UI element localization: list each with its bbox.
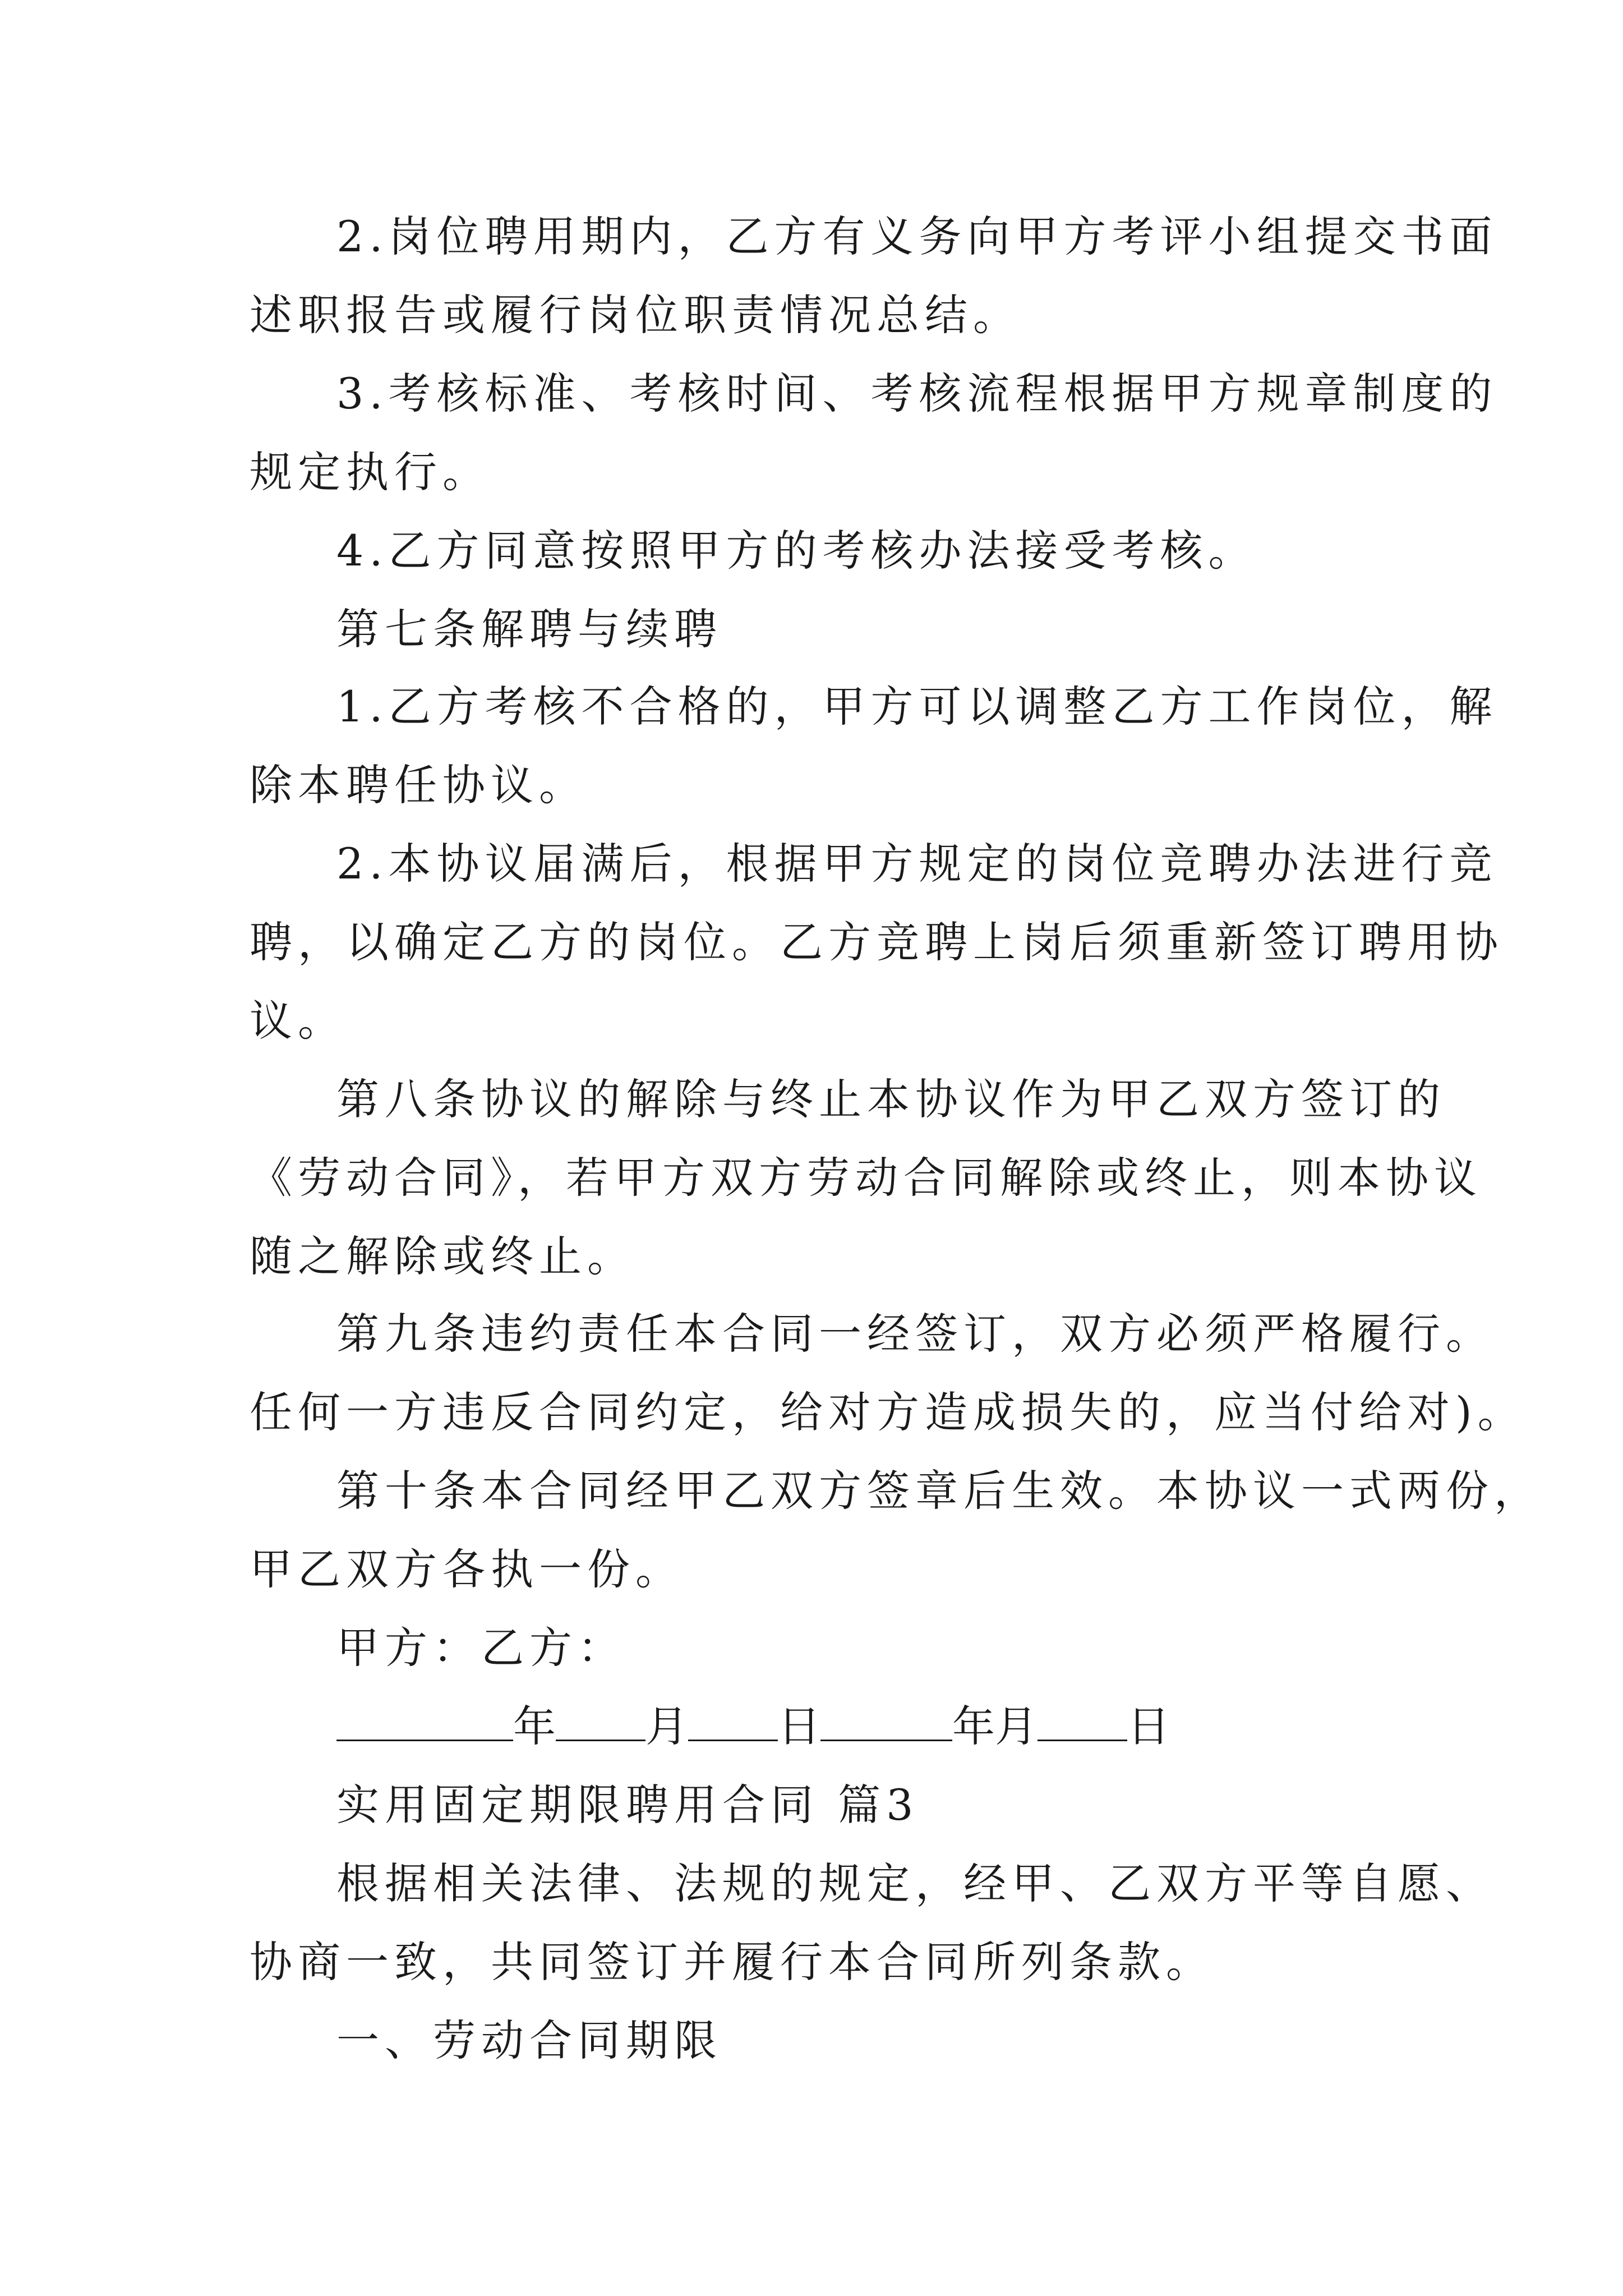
date-label: 月 xyxy=(645,1701,688,1751)
paragraph-line: 《劳动合同》，若甲方双方劳动合同解除或终止，则本协议 xyxy=(250,1153,1482,1203)
contract-title: 实用固定期限聘用合同 篇3 xyxy=(336,1780,919,1830)
paragraph-line: 1.乙方考核不合格的，甲方可以调整乙方工作岗位，解 xyxy=(336,682,1498,731)
date-blank xyxy=(1038,1700,1127,1741)
paragraph-line: 2.本协议届满后，根据甲方规定的岗位竞聘办法进行竞 xyxy=(336,839,1498,889)
paragraph-line: 聘，以确定乙方的岗位。乙方竞聘上岗后须重新签订聘用协 xyxy=(250,917,1504,967)
paragraph-line: 3.考核标准、考核时间、考核流程根据甲方规章制度的 xyxy=(336,369,1498,418)
date-blank xyxy=(336,1700,513,1741)
paragraph-line: 述职报告或履行岗位职责情况总结。 xyxy=(250,290,1021,340)
paragraph-line: 第十条本合同经甲乙双方签章后生效。本协议一式两份， xyxy=(336,1466,1542,1516)
paragraph-line: 4.乙方同意按照甲方的考核办法接受考核。 xyxy=(336,526,1257,576)
paragraph-line: 2.岗位聘用期内，乙方有义务向甲方考评小组提交书面 xyxy=(336,211,1498,261)
date-line xyxy=(336,1699,1170,1755)
section-heading: 第七条解聘与续聘 xyxy=(336,604,722,654)
date-label: 年月 xyxy=(952,1701,1038,1751)
paragraph-line: 根据相关法律、法规的规定，经甲、乙双方平等自愿、 xyxy=(336,1858,1494,1908)
paragraph-line: 议。 xyxy=(250,996,346,1046)
paragraph-line: 任何一方违反合同约定，给对方造成损失的，应当付给对)。 xyxy=(250,1387,1526,1437)
section-heading: 一、劳动合同期限 xyxy=(336,2016,722,2065)
paragraph-line: 甲乙双方各执一份。 xyxy=(250,1544,684,1594)
date-blank xyxy=(688,1700,778,1741)
paragraph-line: 协商一致，共同签订并履行本合同所列条款。 xyxy=(250,1937,1214,1987)
date-blank xyxy=(556,1700,645,1741)
paragraph-line: 第九条违约责任本合同一经签订，双方必须严格履行。 xyxy=(336,1309,1494,1359)
paragraph-line: 随之解除或终止。 xyxy=(250,1231,635,1281)
date-label: 日 xyxy=(1127,1701,1170,1751)
paragraph-line: 除本聘任协议。 xyxy=(250,760,587,810)
date-label: 年 xyxy=(513,1701,556,1751)
date-blank xyxy=(820,1700,952,1741)
signature-parties: 甲方：乙方： xyxy=(336,1623,626,1673)
paragraph-line: 规定执行。 xyxy=(250,447,491,497)
paragraph-line: 第八条协议的解除与终止本协议作为甲乙双方签订的 xyxy=(336,1074,1446,1124)
date-label: 日 xyxy=(778,1701,820,1751)
